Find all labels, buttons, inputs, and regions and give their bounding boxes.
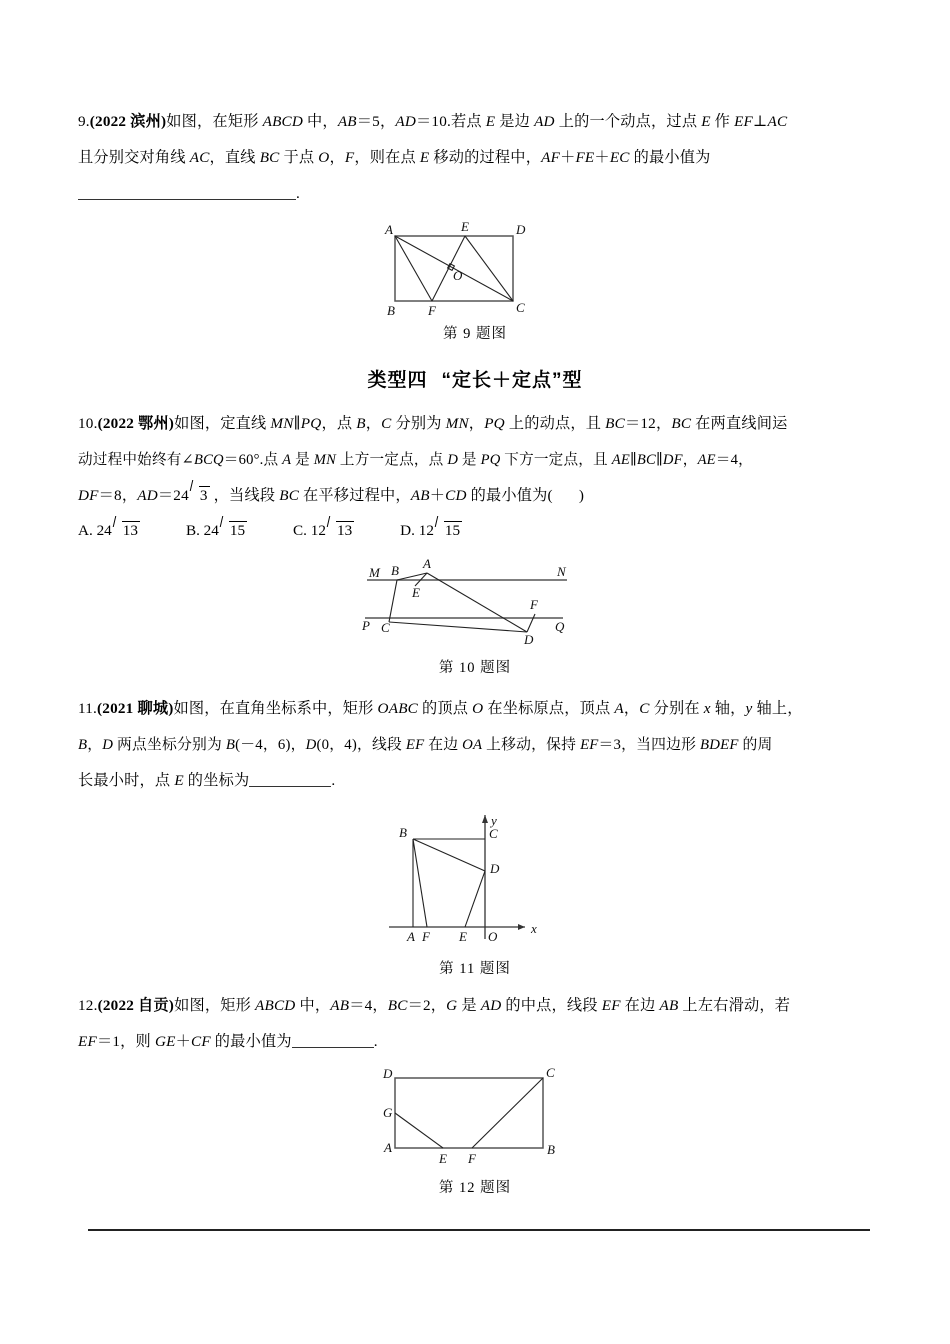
figure-9-label-F: F [428,303,436,318]
question-9-number: 9. [78,113,90,130]
figure-11-label-O: O [488,929,498,944]
question-11-line-1: 11.(2021 聊城)如图，在直角坐标系中，矩形 OABC 的顶点 O 在坐标原点，顶点 A，C 分别在 x 轴，y 轴上， [78,700,803,717]
question-11-answer-blank[interactable] [249,773,331,787]
figure-12-label-D: D [383,1066,393,1081]
figure-11-svg [375,805,575,955]
question-11 [78,691,872,978]
option-A-radicand: 13 [122,522,138,539]
figure-9-label-B: B [387,303,395,318]
question-12-line-2: EF＝1，则 GE＋CF 的最小值为 . [78,1033,378,1050]
question-9-line-2: 且分别交对角线 AC，直线 BC 于点 O，F，则在点 E 移动的过程中，AF＋FE＋EC 的最小值为 [78,149,711,166]
figure-9-label-A: A [385,222,393,237]
figure-12-label-C: C [546,1065,555,1080]
question-11-source: (2021 聊城) [97,700,174,717]
section-type-label: 类型四 [367,370,428,391]
question-9-line-1: 9.(2022 滨州)如图，在矩形 ABCD 中，AB＝5，AD＝10.若点 E 是边 AD 上的一个动点，过点 E 作 EF⊥AC [78,113,788,130]
question-12-source: (2022 自贡) [97,997,175,1014]
question-9-figure-caption: 第 9 题图 [443,326,507,342]
question-10-options [78,514,872,548]
option-D-label: D. [400,522,415,539]
page-bottom-rule [88,1229,870,1231]
figure-10-label-N: N [557,564,566,579]
question-10 [78,406,872,677]
question-12-answer-blank[interactable] [292,1034,374,1048]
figure-9-label-E: E [461,219,469,234]
figure-11-label-C: C [489,826,498,841]
figure-12-label-F: F [468,1151,476,1166]
figure-11-label-D: D [490,861,500,876]
figure-9-label-C: C [516,300,525,315]
question-11-figure [78,805,872,978]
option-B-radicand: 15 [229,522,246,539]
figure-12-label-G: G [383,1105,393,1120]
figure-10-label-E: E [412,585,420,600]
figure-10-label-F: F [530,597,538,612]
figure-12-svg [365,1064,585,1174]
figure-12-label-B: B [547,1142,555,1157]
question-9-figure [78,220,872,343]
option-D-radicand: 15 [444,522,461,539]
section-title: “定长＋定点”型 [441,370,583,391]
figure-9-label-O: O [453,268,463,283]
figure-10-label-M: M [369,565,380,580]
option-B[interactable] [186,514,247,548]
option-D[interactable] [400,514,462,548]
figure-11-label-B: B [399,825,407,840]
figure-10-label-B: B [391,563,399,578]
question-12-figure [78,1064,872,1197]
question-12-line-1: 12.(2022 自贡)如图，矩形 ABCD 中，AB＝4，BC＝2，G 是 AD 的中点，线段 EF 在边 AB 上左右滑动，若 [78,997,791,1014]
option-C[interactable] [293,514,354,548]
question-10-source: (2022 鄂州) [97,415,175,432]
figure-9-svg [375,220,575,320]
question-11-line-2: B，D 两点坐标分别为 B(－4，6)，D(0，4)，线段 EF 在边 OA 上移动，保持 EF＝3，当四边形 BDEF 的周 [78,737,773,753]
figure-10-label-Q: Q [555,619,565,634]
figure-12-label-E: E [439,1151,447,1166]
question-9-answer-blank[interactable] [78,185,296,200]
option-C-coef: 12 [310,522,326,539]
figure-11-label-x-axis: x [531,921,537,936]
content-column [78,104,872,1197]
figure-11-label-y-axis: y [491,813,497,828]
option-A-label: A. [78,522,93,539]
option-B-coef: 24 [203,522,219,539]
question-9 [78,104,872,343]
figure-10-label-A: A [423,556,431,571]
figure-9-label-D: D [516,222,526,237]
figure-10-label-P: P [362,618,370,633]
question-12 [78,988,872,1197]
option-D-coef: 12 [418,522,434,539]
question-10-figure [78,554,872,677]
figure-11-label-A: A [407,929,415,944]
question-10-number: 10. [78,415,98,432]
question-10-line-3: DF＝8，AD＝24 3 ，当线段 BC 在平移过程中，AB＋CD 的最小值为( ) [78,478,872,514]
option-C-radicand: 13 [336,522,353,539]
figure-10-label-C: C [381,620,390,635]
option-A[interactable] [78,514,140,548]
option-A-coef: 24 [96,522,112,539]
question-9-line-3: . [78,176,872,212]
question-9-source: (2022 滨州) [89,113,167,130]
question-10-figure-caption: 第 10 题图 [438,660,512,676]
question-12-number: 12. [78,997,98,1014]
question-12-figure-caption: 第 12 题图 [438,1180,512,1196]
question-10-line-1: 10.(2022 鄂州)如图，定直线 MN∥PQ，点 B，C 分别为 MN，PQ 上的动点，且 BC＝12，BC 在两直线间运 [78,415,788,432]
figure-10-label-D: D [524,632,534,647]
question-11-line-3: 长最小时，点 E 的坐标为 . [78,772,336,789]
figure-10-svg [345,554,605,646]
figure-11-label-F: F [422,929,430,944]
option-B-label: B. [185,522,200,539]
option-C-label: C. [293,522,307,539]
question-11-figure-caption: 第 11 题图 [439,961,511,977]
question-10-line-2: 动过程中始终有∠BCQ＝60°.点 A 是 MN 上方一定点，点 D 是 PQ 下方一定点，且 AE∥BC∥DF，AE＝4， [78,452,753,468]
figure-11-label-E: E [459,929,467,944]
figure-12-label-A: A [384,1140,392,1155]
section-header [78,365,872,392]
question-11-number: 11. [78,700,98,717]
